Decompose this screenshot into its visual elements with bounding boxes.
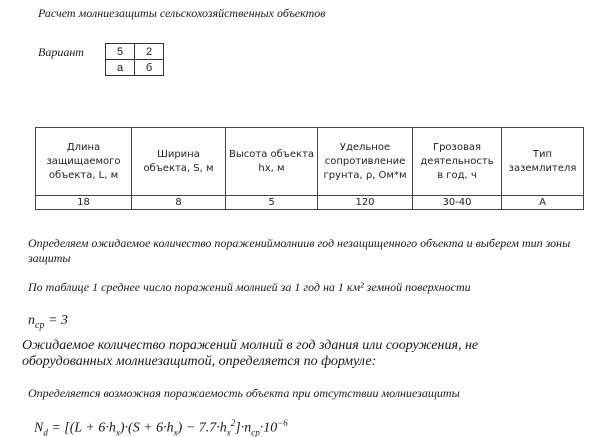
cell-resistivity: 120 bbox=[318, 196, 413, 210]
ncp-formula bbox=[28, 313, 68, 331]
header-width: Ширина объекта, S, м bbox=[132, 128, 226, 196]
variant-label: Вариант bbox=[38, 45, 84, 59]
cell-thunderstorm: 30-40 bbox=[413, 196, 502, 210]
ncp-value: = 3 bbox=[47, 313, 68, 328]
header-thunderstorm: Грозовая деятельность в год, ч bbox=[413, 128, 502, 196]
ncp-symbol: $n_{cp}$ bbox=[28, 313, 45, 331]
cell-height: 5 bbox=[226, 196, 318, 210]
variant-value-1: 5 bbox=[106, 44, 135, 60]
strike-formula: $N_d = [(L + 6\cdot h_x)\cdot(S + 6\cdot h_x) - 7.7\cdot h_x^2]\cdot n_{cp}\cdot 10^{-6}$ bbox=[34, 418, 288, 437]
paragraph-possible-strikes: Определяется возможная поражаемость объекта при отсутствии молниезащиты bbox=[28, 386, 460, 400]
paragraph-formula-intro-1: Ожидаемое количество поражений молний в год здания или сооружения, не bbox=[22, 338, 479, 353]
cell-width: 8 bbox=[132, 196, 226, 210]
variant-table bbox=[105, 43, 164, 76]
variant-letter-2: б bbox=[135, 60, 164, 76]
header-height: Высота объекта hx, м bbox=[226, 128, 318, 196]
variant-value-2: 2 bbox=[135, 44, 164, 60]
header-length: Длина защищаемого объекта, L, м bbox=[36, 128, 132, 196]
table-header-row bbox=[36, 128, 584, 196]
paragraph-table-reference: По таблице 1 среднее число поражений молнией за 1 год на 1 км² земной поверхности bbox=[28, 280, 471, 294]
paragraph-expected-strikes: Определяем ожидаемое количество поражениймолниив год незащищенного объекта и выберем тип зоны защиты bbox=[28, 236, 571, 265]
input-data-table bbox=[35, 127, 584, 210]
variant-letter-1: а bbox=[106, 60, 135, 76]
header-grounding-type: Тип заземлителя bbox=[502, 128, 584, 196]
table-row bbox=[36, 196, 584, 210]
cell-grounding-type: А bbox=[502, 196, 584, 210]
header-resistivity: Удельное сопротивление грунта, ρ, Ом*м bbox=[318, 128, 413, 196]
paragraph-formula-intro-2: оборудованных молниезащитой, определяется по формуле: bbox=[22, 354, 377, 369]
page-heading: Расчет молниезащиты сельскохозяйственных объектов bbox=[38, 6, 326, 20]
cell-length: 18 bbox=[36, 196, 132, 210]
